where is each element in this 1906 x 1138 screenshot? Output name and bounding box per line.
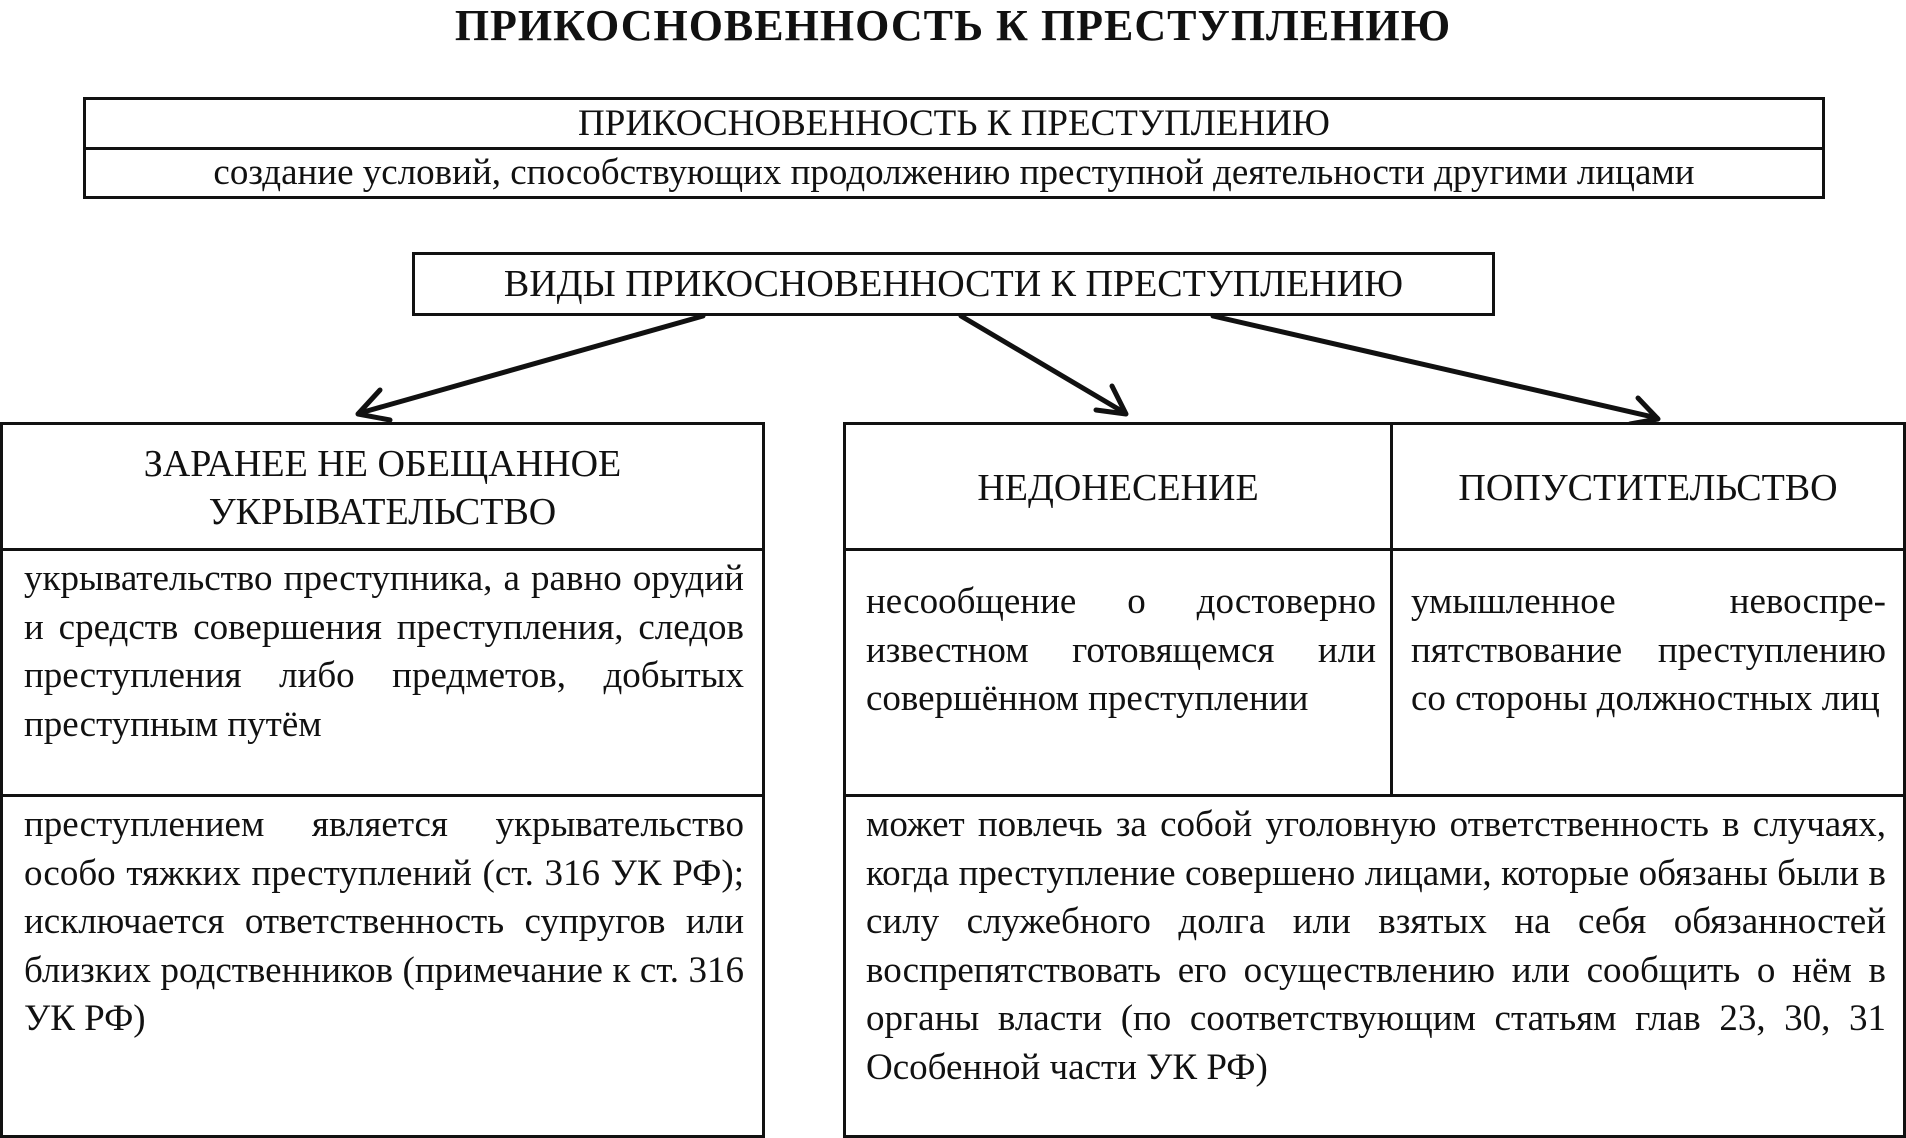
arrowhead-concealment	[358, 390, 390, 420]
page-title: ПРИКОСНОВЕННОСТЬ К ПРЕСТУПЛЕНИЮ	[454, 1, 1452, 50]
concealment-heading-line1: ЗАРАНЕЕ НЕ ОБЕЩАННОЕ	[143, 443, 622, 485]
divider	[3, 548, 762, 551]
concealment-heading	[3, 425, 762, 551]
non-reporting-connivance-column	[843, 422, 1906, 1138]
arrowhead-non-reporting	[1096, 386, 1126, 414]
non-reporting-heading: НЕДОНЕСЕНИЕ	[977, 467, 1259, 509]
connivance-heading: ПОПУСТИТЕЛЬСТВО	[1458, 467, 1838, 509]
concealment-description: укрывательство преступника, а равно орудий и средств совершения преступления, следов преступления либо предметов, добытых преступным путём	[24, 558, 744, 745]
non-reporting-description: несообщение о достоверно известном готовящемся или совершённом преступлении	[866, 581, 1376, 719]
divider	[846, 794, 1903, 797]
concealment-liability: преступлением является укрывательство особо тяжких преступлений (ст. 316 УК РФ); исключается ответственность супругов или близких родственников (примечание к ст. 316 УК РФ)	[24, 804, 744, 1039]
types-header-box	[412, 252, 1495, 316]
divider	[1390, 425, 1393, 794]
divider	[846, 548, 1903, 551]
arrow-to-non-reporting	[961, 316, 1125, 413]
types-header-label: ВИДЫ ПРИКОСНОВЕННОСТИ К ПРЕСТУПЛЕНИЮ	[503, 263, 1404, 305]
definition-term: ПРИКОСНОВЕННОСТЬ К ПРЕСТУПЛЕНИЮ	[578, 102, 1330, 144]
arrow-to-connivance	[1213, 316, 1657, 418]
connivance-description: умышленное невоспрепятствование преступлению со стороны должностных лиц	[1411, 581, 1886, 719]
divider	[3, 794, 762, 797]
concealment-heading-line2: УКРЫВАТЕЛЬСТВО	[208, 491, 557, 533]
arrowhead-connivance	[1630, 398, 1658, 424]
arrow-to-concealment	[360, 316, 703, 413]
concealment-column	[0, 422, 765, 1138]
definition-text: создание условий, способствующих продолжению преступной деятельности другими лицами	[86, 147, 1822, 197]
shared-liability: может повлечь за собой уголовную ответственность в случаях, когда преступление совершено лицами, которые обязаны были в силу служебного долга или взятых на себя обязанностей воспрепятствовать его осуществлению или сообщить о нём в органы власти (по соответствующим статьям глав 23, 30, 31 Особенной части УК РФ)	[866, 804, 1886, 1088]
definition-box	[83, 97, 1825, 199]
